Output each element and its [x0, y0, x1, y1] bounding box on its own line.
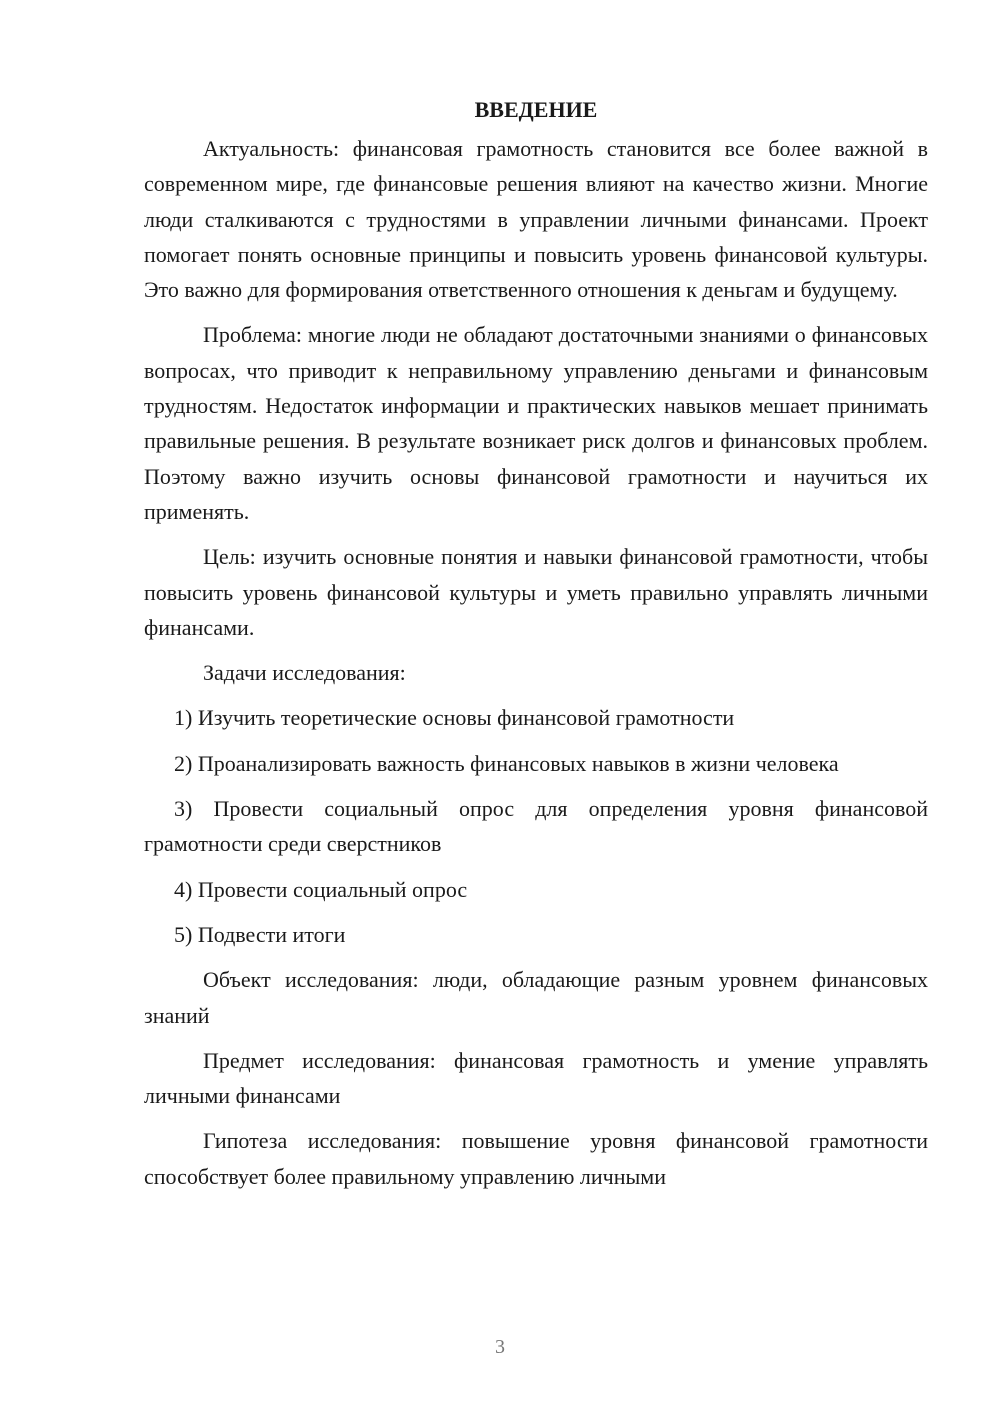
task-item-5: 5) Подвести итоги: [174, 921, 346, 947]
page-content: [144, 92, 928, 1204]
relevance-paragraph: Актуальность: финансовая грамотность становится все более важной в современном мире, где финансовые решения влияют на качество жизни. Многие люди сталкиваются с трудностями в управлении личными финансами. Проект помогает понять основные принципы и повысить уровень финансовой культуры. Это важно для формирования ответственного отношения к деньгам и будущему.: [144, 136, 928, 303]
object-paragraph: Объект исследования: люди, обладающие разным уровнем финансовых знаний: [144, 967, 928, 1028]
task-item-3: 3) Провести социальный опрос для определения уровня финансовой грамотности среди сверстников: [144, 796, 928, 857]
problem-paragraph: Проблема: многие люди не обладают достаточными знаниями о финансовых вопросах, что приводит к неправильному управлению деньгами и финансовым трудностям. Недостаток информации и практических навыков мешает принимать правильные решения. В результате возникает риск долгов и финансовых проблем. Поэтому важно изучить основы финансовой грамотности и научиться их применять.: [144, 322, 928, 524]
goal-paragraph: Цель: изучить основные понятия и навыки финансовой грамотности, чтобы повысить уровень финансовой культуры и уметь правильно управлять личными финансами.: [144, 544, 928, 640]
task-item-2: 2) Проанализировать важность финансовых навыков в жизни человека: [174, 750, 839, 776]
task-item-4: 4) Провести социальный опрос: [174, 876, 468, 902]
task-item-1: 1) Изучить теоретические основы финансовой грамотности: [174, 705, 735, 731]
subject-paragraph: Предмет исследования: финансовая грамотность и умение управлять личными финансами: [144, 1047, 928, 1109]
tasks-heading: Задачи исследования:: [203, 660, 406, 686]
page-title: ВВЕДЕНИЕ: [474, 97, 598, 122]
hypothesis-paragraph: Гипотеза исследования: повышение уровня финансовой грамотности способствует более правильному управлению личными: [144, 1128, 928, 1189]
page-number: 3: [495, 1336, 505, 1358]
